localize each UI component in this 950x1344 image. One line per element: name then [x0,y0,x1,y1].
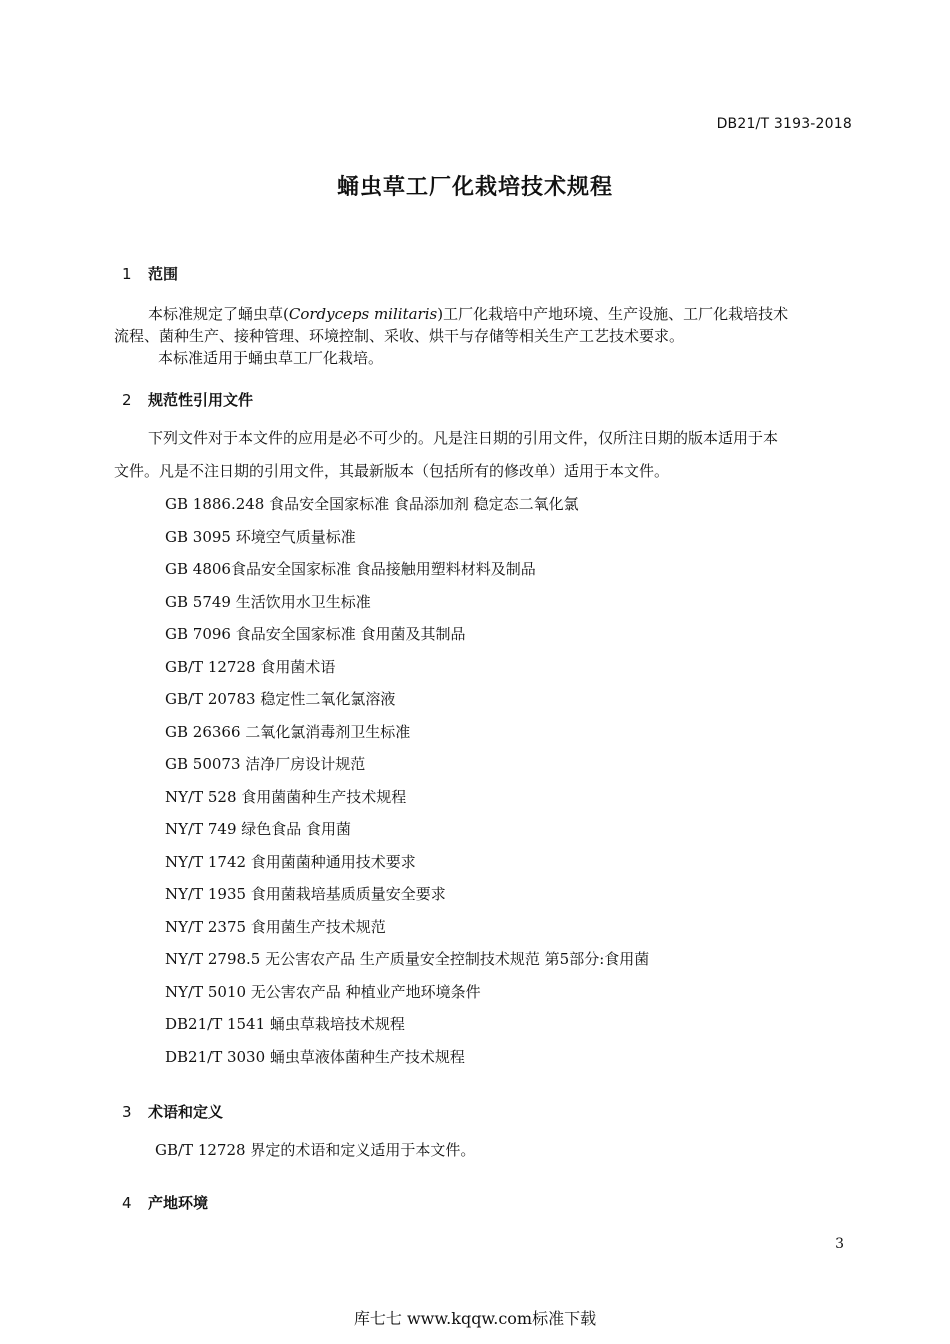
reference-item: GB 4806食品安全国家标准 食品接触用塑料材料及制品 [165,560,536,578]
normative-intro-line-1: 下列文件对于本文件的应用是必不可少的。凡是注日期的引用文件，仅所注日期的版本适用于本 [148,429,779,447]
scope-text: 本标准规定了蛹虫草( [148,305,289,323]
section-number: 2 [122,391,132,409]
reference-item: NY/T 1742 食用菌菌种通用技术要求 [165,852,416,871]
reference-item: NY/T 528 食用菌菌种生产技术规程 [165,787,407,806]
reference-item: GB 5749 生活饮用水卫生标准 [165,592,371,611]
reference-item: GB 50073 洁净厂房设计规范 [165,755,366,773]
reference-item: DB21/T 3030 蛹虫草液体菌种生产技术规程 [165,1047,465,1066]
normative-intro-line-2: 文件。凡是不注日期的引用文件，其最新版本（包括所有的修改单）适用于本文件。 [114,462,670,480]
reference-item: GB 7096 食品安全国家标准 食用菌及其制品 [165,625,466,643]
footer-watermark: 库七七 www.kqqw.com标准下载 [353,1309,597,1328]
scientific-name: Cordyceps militaris [288,305,438,323]
reference-item: NY/T 749 绿色食品 食用菌 [165,820,352,838]
reference-item: GB 1886.248 食品安全国家标准 食品添加剂 稳定态二氧化氯 [165,495,579,513]
reference-item: NY/T 1935 食用菌栽培基质质量安全要求 [165,885,446,903]
reference-item: NY/T 2375 食用菌生产技术规范 [165,917,386,936]
section-number: 3 [122,1103,132,1121]
reference-item: NY/T 5010 无公害农产品 种植业产地环境条件 [165,982,481,1001]
section-title: 术语和定义 [148,1103,224,1121]
section-1-heading [122,263,178,284]
scope-paragraph-line-1 [148,304,788,324]
reference-item: GB/T 20783 稳定性二氧化氯溶液 [165,690,396,708]
scope-paragraph-2: 本标准适用于蛹虫草工厂化栽培。 [158,349,384,367]
section-2-heading [122,389,253,410]
section-title: 产地环境 [148,1194,209,1212]
section-title: 范围 [148,265,179,283]
reference-item: GB/T 12728 食用菌术语 [165,657,336,676]
page-title: 蛹虫草工厂化栽培技术规程 [336,175,613,200]
scope-paragraph-line-2: 流程、菌种生产、接种管理、环境控制、采收、烘干与存储等相关生产工艺技术要求。 [114,327,685,345]
section-number: 4 [122,1194,132,1212]
scope-text: )工厂化栽培中产地环境、生产设施、工厂化栽培技术 [437,305,789,323]
document-code: DB21/T 3193-2018 [716,116,852,132]
section-3-heading [122,1101,223,1122]
section-title: 规范性引用文件 [148,391,254,409]
section-number: 1 [122,265,132,283]
reference-item: DB21/T 1541 蛹虫草栽培技术规程 [165,1015,405,1033]
reference-list [165,492,649,1077]
reference-item: GB 3095 环境空气质量标准 [165,527,356,546]
terms-paragraph: GB/T 12728 界定的术语和定义适用于本文件。 [155,1141,476,1159]
section-4-heading [122,1192,208,1213]
reference-item: GB 26366 二氧化氯消毒剂卫生标准 [165,722,411,741]
page-number: 3 [835,1236,844,1252]
reference-item: NY/T 2798.5 无公害农产品 生产质量安全控制技术规范 第5部分:食用菌 [165,950,650,968]
